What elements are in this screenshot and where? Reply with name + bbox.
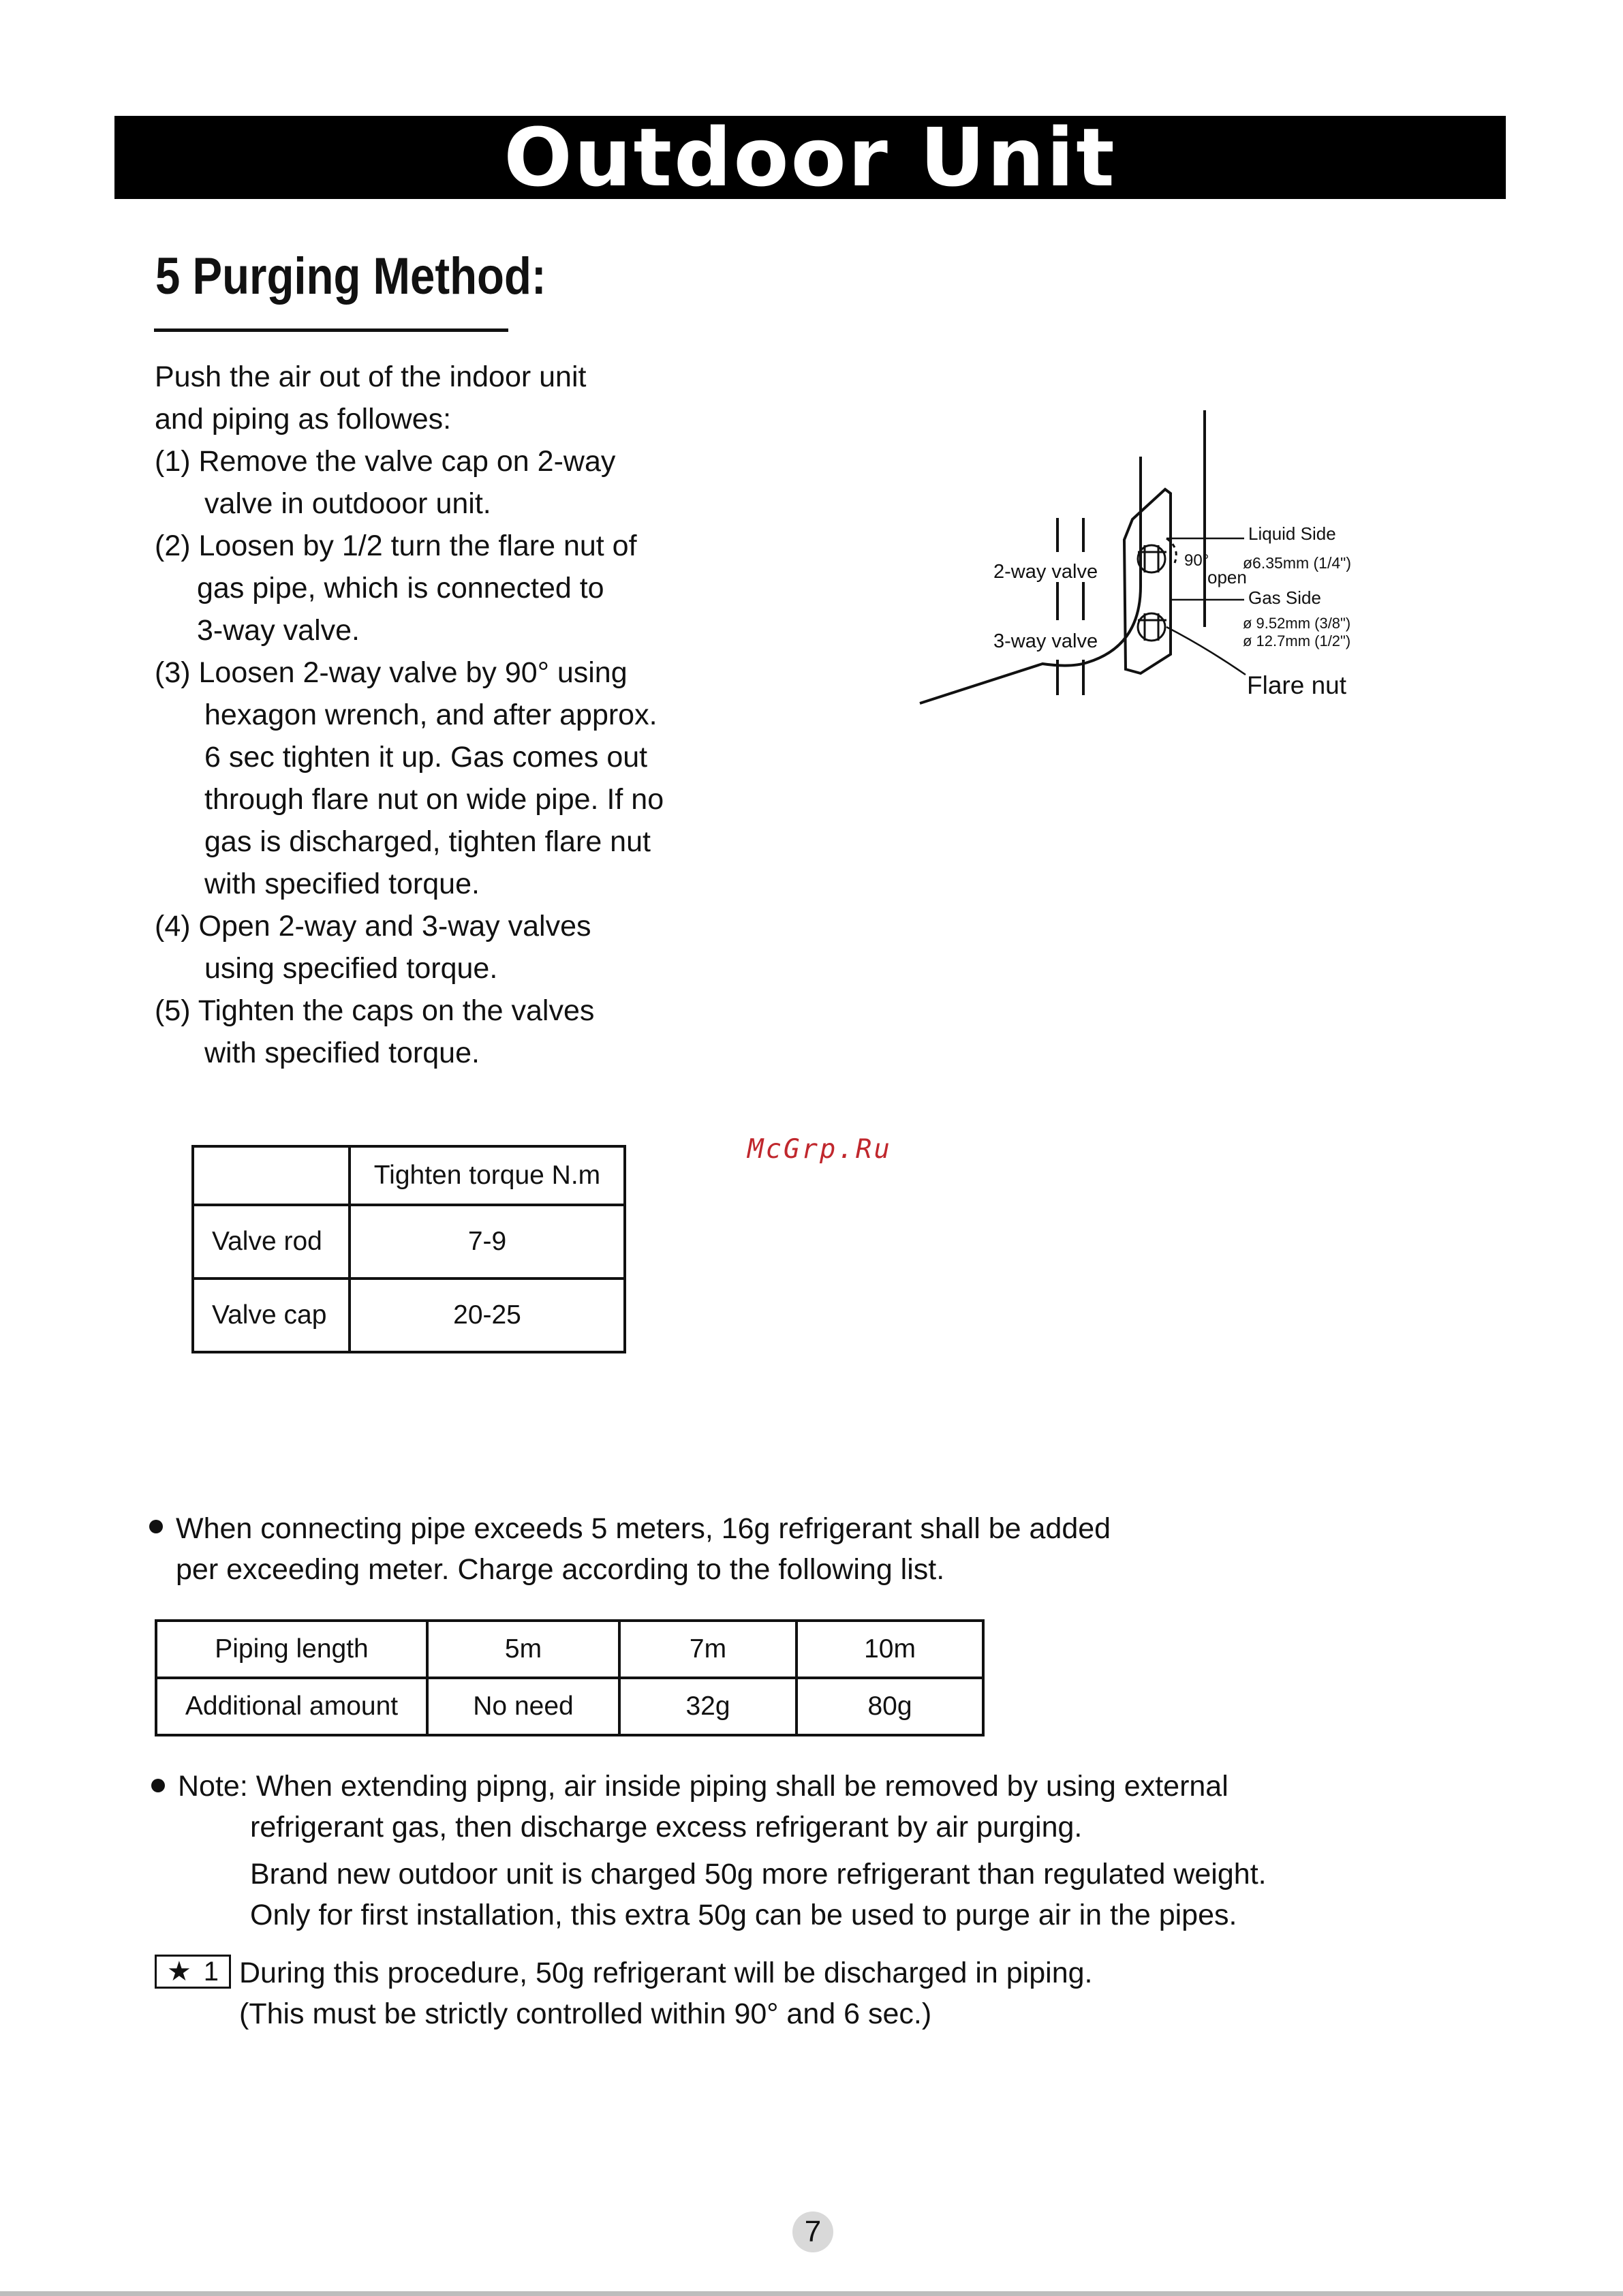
note-line: Only for first installation, this extra 50g can be used to purge air in the pipes. (250, 1899, 1237, 1931)
star-icon: ★ (166, 1957, 191, 1987)
note-line: refrigerant gas, then discharge excess refrigerant by air purging. (250, 1811, 1083, 1843)
bottom-divider (0, 2291, 1623, 2296)
torque-table (191, 1145, 626, 1353)
table-cell: Valve rod (193, 1205, 350, 1279)
step-4-line: using specified torque. (204, 952, 498, 985)
step-5-line: with specified torque. (204, 1037, 480, 1069)
gas-side-label: Gas Side (1248, 587, 1321, 608)
heading-underline (154, 328, 508, 332)
table-cell: 5m (427, 1621, 619, 1678)
two-way-valve-label: 2-way valve (993, 561, 1098, 583)
table-cell: 7m (619, 1621, 797, 1678)
liquid-side-label: Liquid Side (1248, 523, 1336, 544)
step-1-line: (1) Remove the valve cap on 2-way (155, 445, 616, 478)
watermark: McGrp.Ru (747, 1134, 892, 1165)
intro-line: and piping as followes: (155, 403, 452, 435)
table-cell: Additional amount (156, 1678, 427, 1735)
table-cell: 10m (797, 1621, 983, 1678)
table-header-cell: Tighten torque N.m (350, 1146, 625, 1205)
charge-note-line: When connecting pipe exceeds 5 meters, 16g refrigerant shall be added (176, 1512, 1111, 1545)
star-note-line: During this procedure, 50g refrigerant will be discharged in piping. (239, 1957, 1093, 1989)
three-way-valve-label: 3-way valve (993, 630, 1098, 652)
table-cell: 20-25 (350, 1279, 625, 1352)
note-line: Brand new outdoor unit is charged 50g more refrigerant than regulated weight. (250, 1858, 1267, 1891)
step-3-line: hexagon wrench, and after approx. (204, 699, 658, 731)
bullet-icon (151, 1779, 165, 1792)
valve-panel (1124, 489, 1171, 673)
table-cell (193, 1146, 350, 1205)
liquid-size-label: ø6.35mm (1/4") (1243, 554, 1351, 572)
three-way-valve-icon (1138, 613, 1166, 641)
step-2-line: (2) Loosen by 1/2 turn the flare nut of (155, 530, 637, 562)
step-4-line: (4) Open 2-way and 3-way valves (155, 910, 591, 943)
table-cell: 80g (797, 1678, 983, 1735)
header-bar (114, 110, 1506, 204)
table-row (193, 1279, 625, 1352)
open-label: open (1207, 567, 1247, 587)
star-note-badge (155, 1955, 231, 1989)
page-title: Outdoor Unit (504, 110, 1117, 204)
charge-note-line: per exceeding meter. Charge according to the following list. (176, 1553, 945, 1586)
step-5-line: (5) Tighten the caps on the valves (155, 994, 595, 1027)
table-row (193, 1205, 625, 1279)
gas-size-2-label: ø 12.7mm (1/2") (1243, 632, 1351, 649)
page-number (792, 2211, 833, 2252)
page-number-label: 7 (804, 2215, 822, 2248)
table-cell: Valve cap (193, 1279, 350, 1352)
step-2-line: gas pipe, which is connected to (197, 572, 604, 604)
table-row (156, 1621, 983, 1678)
table-cell: No need (427, 1678, 619, 1735)
step-3-line: gas is discharged, tighten flare nut (204, 825, 651, 858)
step-3-line: (3) Loosen 2-way valve by 90° using (155, 656, 628, 689)
charge-table (155, 1619, 985, 1736)
section-heading: 5 Purging Method: (155, 247, 546, 305)
bullet-icon (149, 1520, 163, 1533)
table-cell: 32g (619, 1678, 797, 1735)
table-row (193, 1146, 625, 1205)
flare-nut-label: Flare nut (1247, 671, 1347, 699)
step-1-line: valve in outdooor unit. (204, 487, 491, 520)
step-3-line: with specified torque. (204, 868, 480, 900)
angle-label: 90° (1184, 551, 1209, 570)
step-3-line: 6 sec tighten it up. Gas comes out (204, 741, 648, 774)
note-line: Note: When extending pipng, air inside piping shall be removed by using external (178, 1770, 1228, 1803)
table-row (156, 1678, 983, 1735)
star-note-number: 1 (203, 1957, 219, 1987)
table-cell: Piping length (156, 1621, 427, 1678)
star-note-line: (This must be strictly controlled within 90° and 6 sec.) (239, 1997, 932, 2030)
gas-size-1-label: ø 9.52mm (3/8") (1243, 615, 1351, 632)
valve-diagram (913, 402, 1390, 743)
step-2-line: 3-way valve. (197, 614, 360, 647)
step-3-line: through flare nut on wide pipe. If no (204, 783, 664, 816)
table-cell: 7-9 (350, 1205, 625, 1279)
intro-line: Push the air out of the indoor unit (155, 361, 587, 393)
